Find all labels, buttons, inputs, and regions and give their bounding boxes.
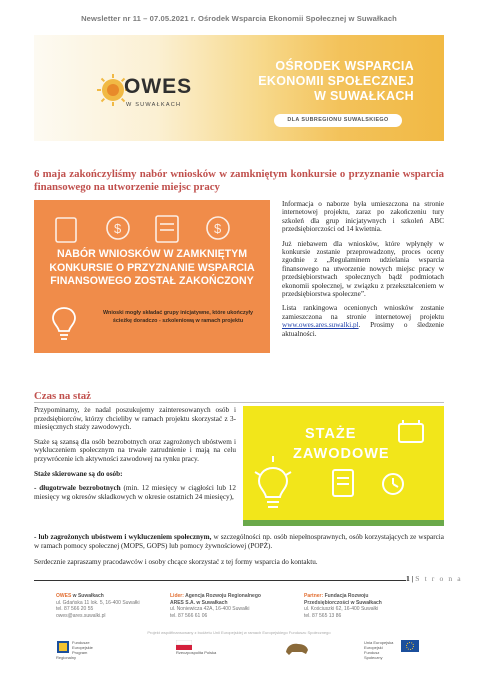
footer-partner-address: ul. Kościuszki 62, 16-400 Suwałki	[304, 606, 379, 613]
list-item-1-bold: - długotrwale bezrobotnych	[34, 484, 121, 493]
article-1-p3-tail: . Prosimy o śledzenie aktualności.	[282, 321, 444, 338]
poland-flag-icon	[176, 640, 192, 650]
lightbulb-icon	[50, 305, 78, 343]
internship-icons	[243, 406, 444, 526]
footer-leader-contact	[170, 593, 261, 619]
article-2-list-item-2	[34, 533, 444, 550]
footer-leader-address: ul. Noniewicza 42A, 16-400 Suwałki	[170, 606, 250, 613]
footer-partner-title: Fundacja Rozwoju	[323, 593, 369, 599]
footer-partner-title-2: Przedsiębiorczości w Suwałkach	[304, 599, 382, 606]
footer-owes-title: w Suwałkach	[71, 593, 104, 599]
section-divider	[34, 402, 444, 403]
footer-owes-phone: tel. 87 566 20 55	[56, 606, 94, 613]
article-2-body	[34, 406, 236, 507]
footer-leader-label: Lider:	[170, 593, 184, 599]
page-number: 1 | S t r o n a	[406, 574, 463, 583]
article-2-paragraph-2: Staże są szansą dla osób bezrobotnych oraz zagrożonych ubóstwem i wykluczeniem społecznym na trwałe zatrudnienie i mają na celu przywrócenie ich aktywności zawodowej na rynku pracy.	[34, 437, 236, 463]
footer-owes-contact	[56, 593, 140, 619]
footer-rule	[34, 580, 406, 581]
eu-funds-sub: Program Regionalny	[56, 650, 88, 660]
funding-logos	[34, 640, 444, 664]
eu-funds-icon	[56, 640, 70, 654]
article-1-p3-text: Lista rankingowa ocenionych wniosków zostanie zamieszczona na stronie internetowej projektu	[282, 304, 444, 321]
owes-banner	[34, 35, 444, 141]
poland-name: Rzeczpospolita Polska	[176, 650, 217, 655]
eu-name: Unia Europejska	[364, 640, 394, 645]
footer-partner-phone: tel. 87 565 13 86	[304, 612, 342, 619]
banner-line-1: OŚRODEK WSPARCIA	[275, 59, 414, 73]
article-2-invitation: Serdecznie zapraszamy pracodawców i osoby chcące skorzystać z tej formy wsparcia do kontaktu.	[34, 558, 318, 566]
recruitment-closed-graphic	[34, 200, 270, 353]
article-2-paragraph-1: Przypominamy, że nadal poszukujemy zainteresowanych osób i przedsiębiorców, którzy chcieliby w ramach projektu skorzystać z 3-miesięcznych staży zawodowych.	[34, 406, 236, 432]
footer-owes-address: ul. Gdańska 11 lok. 5, 16-400 Suwałki	[56, 599, 140, 606]
article-1-paragraph-1: Informacja o naborze była umieszczona na stronie internetowej projektu, zaraz po zakończeniu tury szkoleń dla grup inicjatywnych i szkoleń ABC przedsiębiorczości od 14 kwietnia.	[282, 200, 444, 234]
article-1-paragraph-3	[282, 304, 444, 338]
footer-owes-label: OWES	[56, 593, 72, 599]
eu-flag-icon	[401, 640, 419, 652]
internships-headline-2: ZAWODOWE	[293, 446, 390, 462]
banner-line-3: W SUWAŁKACH	[314, 89, 414, 103]
poland-logo	[176, 640, 216, 664]
footer-project-note: Projekt współfinansowany z budżetu Unii Europejskiej w ramach Europejskiego Funduszu Społecznego	[147, 630, 331, 635]
eu-logo	[364, 640, 419, 664]
eu-funds-name: Fundusze Europejskie	[72, 640, 93, 650]
region-logo	[284, 640, 310, 664]
money-icons	[34, 208, 270, 248]
footer-partner-label: Partner:	[304, 593, 324, 599]
eu-funds-logo	[56, 640, 96, 664]
owes-wordmark: OWES	[124, 75, 193, 98]
footer-leader-phone: tel. 87 566 61 06	[170, 612, 208, 619]
svg-text:$: $	[114, 221, 122, 236]
list-item-2-text: w szczególności np. osób niepełnosprawnych, osób korzystających ze wsparcia w ramach pomocy społecznej (MOPS, GOPS) lub pomocy żywnościowej (POPŻ).	[34, 533, 444, 550]
internships-headline-1: STAŻE	[305, 426, 357, 442]
list-item-2-bold: - lub zagrożonych ubóstwem i wykluczeniem społecznym,	[34, 533, 212, 541]
bison-icon	[284, 640, 310, 656]
recruitment-closed-headline: NABÓR WNIOSKÓW W ZAMKNIĘTYM KONKURSIE O PRZYZNANIE WSPARCIA FINANSOWEGO ZOSTAŁ ZAKOŃCZONY	[49, 248, 255, 287]
banner-subregion-pill: DLA SUBREGIONU SUWALSKIEGO	[274, 114, 402, 127]
article-2-title: Czas na staż	[34, 390, 91, 402]
recruitment-closed-caption: Wnioski mogły składać grupy inicjatywne, które ukończyły ścieżkę doradczo - szkoleniową w ramach projektu	[102, 310, 254, 324]
owes-logo	[96, 65, 193, 117]
article-2-list-item-1	[34, 484, 236, 501]
article-2-paragraph-3: Staże skierowane są do osób:	[34, 469, 123, 478]
list-item-1-text: (min. 12 miesięcy w ciągłości lub 12 miesięcy wg okresów składkowych w okresie ostatnich 24 miesięcy),	[34, 484, 236, 501]
svg-text:$: $	[214, 221, 222, 236]
owes-website-link[interactable]: www.owes.ares.suwalki.pl	[282, 321, 359, 330]
article-1-title: 6 maja zakończyliśmy nabór wniosków w zamkniętym konkursie o przyznanie wsparcia finansowego na utworzenie miejsc pracy	[34, 168, 444, 193]
footer-leader-title-2: ARES S.A. w Suwałkach	[170, 599, 228, 606]
green-accent-bar	[243, 520, 444, 526]
banner-line-2: EKONOMII SPOŁECZNEJ	[258, 74, 414, 88]
newsletter-header: Newsletter nr 11 – 07.05.2021 r. Ośrodek Wsparcia Ekonomii Społecznej w Suwałkach	[81, 14, 397, 23]
footer-leader-title: Agencja Rozwoju Regionalnego	[183, 593, 261, 599]
page-number-value: 1	[406, 574, 410, 583]
article-1-body	[282, 200, 444, 344]
article-1-paragraph-2: Już niebawem dla wniosków, które wpłynęły w konkursie zostanie przeprowadzony, proces oceny zgodnie z „Regulaminem udzielania wsparcia finansowego na utworzenie nowych miejsc pracy w przedsiębiorstwach społecznych bądź podmiotach ekonomii społecznej, w związku z przekształceniem w przedsiębiorstwa społeczne”.	[282, 239, 444, 299]
footer-partner-contact	[304, 593, 382, 619]
eu-sub: Europejski Fundusz Społeczny	[364, 645, 383, 660]
page-label: S t r o n a	[415, 574, 463, 583]
internships-graphic	[243, 406, 444, 526]
owes-subtitle: W SUWAŁKACH	[126, 102, 182, 108]
footer-owes-email[interactable]: owes@ares.suwalki.pl	[56, 612, 106, 619]
